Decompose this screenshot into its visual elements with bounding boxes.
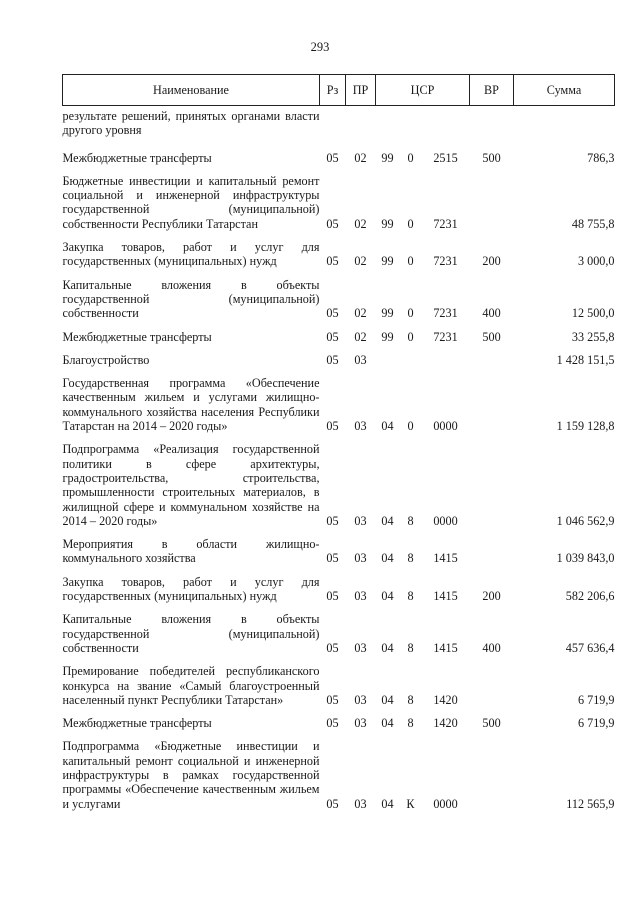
row-csr-program: 04	[381, 796, 394, 811]
row-rz: 05	[326, 551, 339, 566]
row-csr-direction: 7231	[433, 216, 458, 231]
row-vr	[470, 534, 514, 572]
row-csr-direction: 7231	[433, 306, 458, 321]
row-csr-subprogram: К	[406, 796, 415, 811]
row-csr-direction: 2515	[433, 150, 458, 165]
row-pr: 03	[354, 513, 367, 528]
row-pr: 02	[354, 306, 367, 321]
table-row	[63, 439, 615, 534]
header-sum: Сумма	[514, 75, 615, 106]
table-row	[63, 106, 615, 148]
row-csr-subprogram: 8	[407, 513, 414, 528]
row-vr: 500	[482, 150, 501, 165]
table-row	[63, 350, 615, 373]
row-pr: 03	[354, 589, 367, 604]
row-csr-direction: 0000	[433, 419, 458, 434]
row-name: Межбюджетные трансферты	[62, 150, 212, 165]
row-csr-program: 04	[381, 551, 394, 566]
row-pr: 03	[354, 640, 367, 655]
row-rz: 05	[326, 254, 339, 269]
row-pr: 03	[354, 419, 367, 434]
row-sum: 112 565,9	[566, 796, 615, 811]
row-csr-program: 04	[381, 716, 394, 731]
row-vr: 400	[482, 640, 501, 655]
table-row	[63, 609, 615, 661]
table-row	[63, 275, 615, 327]
row-vr	[470, 661, 514, 713]
row-name: Межбюджетные трансферты	[62, 329, 212, 344]
header-rz: Рз	[320, 75, 346, 106]
row-csr-direction	[422, 106, 470, 148]
header-vr: ВР	[470, 75, 514, 106]
row-sum: 786,3	[587, 150, 615, 165]
row-pr: 02	[354, 254, 367, 269]
row-csr-subprogram	[400, 350, 422, 373]
row-rz: 05	[326, 716, 339, 731]
row-rz: 05	[326, 419, 339, 434]
row-csr-program	[376, 350, 400, 373]
row-csr-subprogram: 0	[407, 150, 414, 165]
row-rz: 05	[326, 352, 339, 367]
row-csr-subprogram: 8	[407, 640, 414, 655]
row-csr-program: 04	[381, 692, 394, 707]
row-name: Благоустройство	[62, 352, 150, 367]
row-vr	[470, 350, 514, 373]
row-vr: 500	[482, 716, 501, 731]
row-vr: 200	[482, 589, 501, 604]
row-csr-program: 99	[381, 254, 394, 269]
row-vr: 500	[482, 329, 501, 344]
row-csr-program: 99	[381, 306, 394, 321]
table-row	[63, 148, 615, 171]
row-name: Подпрограмма «Бюджетные инвестиции и капитальный ремонт социальной и инженерной инфраструктуры в рамках государственной программы «Обеспечение качественным жильем и услугами	[62, 739, 320, 811]
table-row	[63, 327, 615, 350]
row-csr-direction: 0000	[433, 513, 458, 528]
row-sum: 3 000,0	[577, 254, 615, 269]
row-name: результате решений, принятых органами власти другого уровня	[62, 109, 320, 138]
row-rz: 05	[326, 513, 339, 528]
row-name: Межбюджетные трансферты	[62, 716, 212, 731]
row-name: Подпрограмма «Реализация государственной политики в сфере архитектуры, градостроительства, строительства, промышленности строительных материалов, в жилищной сфере и коммунальном хозяйстве на 2014 – 2020 годы»	[62, 442, 320, 528]
row-rz: 05	[326, 150, 339, 165]
row-sum: 33 255,8	[571, 329, 615, 344]
row-pr: 03	[354, 692, 367, 707]
row-pr: 02	[354, 329, 367, 344]
row-name: Бюджетные инвестиции и капитальный ремонт социальной и инженерной инфраструктуры государственной (муниципальной) собственности Республики Татарстан	[62, 173, 320, 231]
page-number: 293	[310, 40, 330, 54]
row-csr-direction: 0000	[433, 796, 458, 811]
row-csr-subprogram: 8	[407, 589, 414, 604]
row-sum: 6 719,9	[577, 716, 615, 731]
table-row	[63, 534, 615, 572]
table-row	[63, 661, 615, 713]
row-vr	[470, 736, 514, 816]
row-vr	[470, 106, 514, 148]
row-csr-subprogram: 0	[407, 216, 414, 231]
row-name: Капитальные вложения в объекты государственной (муниципальной) собственности	[62, 277, 320, 321]
row-pr: 03	[354, 716, 367, 731]
table-header-row	[63, 75, 615, 106]
row-csr-program: 99	[381, 216, 394, 231]
row-csr-subprogram: 0	[407, 329, 414, 344]
row-csr-subprogram: 0	[407, 254, 414, 269]
row-csr-subprogram: 8	[407, 692, 414, 707]
row-name: Мероприятия в области жилищно-коммунального хозяйства	[62, 537, 320, 566]
table-row	[63, 572, 615, 610]
row-vr: 200	[482, 254, 501, 269]
row-name: Премирование победителей республиканского конкурса на звание «Самый благоустроенный населенный пункт Республики Татарстан»	[62, 664, 320, 707]
row-vr	[470, 373, 514, 439]
row-sum: 1 428 151,5	[556, 352, 615, 367]
row-name: Закупка товаров, работ и услуг для государственных (муниципальных) нужд	[62, 574, 320, 604]
row-csr-subprogram: 0	[407, 306, 414, 321]
table-row	[63, 736, 615, 816]
row-rz: 05	[326, 306, 339, 321]
row-rz	[320, 106, 346, 148]
row-pr: 03	[354, 796, 367, 811]
header-csr: ЦСР	[376, 75, 470, 106]
row-rz: 05	[326, 796, 339, 811]
row-name: Капитальные вложения в объекты государственной (муниципальной) собственности	[62, 612, 320, 655]
row-csr-program: 04	[381, 419, 394, 434]
row-sum: 1 039 843,0	[556, 551, 615, 566]
row-rz: 05	[326, 692, 339, 707]
row-csr-subprogram	[400, 106, 422, 148]
row-sum: 1 159 128,8	[556, 419, 615, 434]
row-csr-direction: 1420	[433, 716, 458, 731]
row-pr: 03	[354, 352, 367, 367]
row-csr-subprogram: 8	[407, 716, 414, 731]
row-csr-direction: 7231	[433, 254, 458, 269]
row-sum: 12 500,0	[571, 306, 615, 321]
row-vr	[470, 439, 514, 534]
row-name: Государственная программа «Обеспечение качественным жильем и услугами жилищно-коммунального хозяйства населения Республики Татарстан на 2014 – 2020 годы»	[62, 376, 320, 434]
row-sum: 6 719,9	[577, 692, 615, 707]
table-row	[63, 373, 615, 439]
row-rz: 05	[326, 640, 339, 655]
row-csr-program: 99	[381, 150, 394, 165]
row-vr	[470, 171, 514, 237]
row-csr-direction: 1415	[433, 640, 458, 655]
row-csr-program	[376, 106, 400, 148]
row-csr-program: 04	[381, 640, 394, 655]
row-rz: 05	[326, 329, 339, 344]
header-name: Наименование	[63, 75, 320, 106]
header-pr: ПР	[346, 75, 376, 106]
row-sum	[514, 106, 615, 148]
row-rz: 05	[326, 216, 339, 231]
row-pr: 02	[354, 150, 367, 165]
row-csr-direction: 1420	[433, 692, 458, 707]
row-csr-direction: 1415	[433, 551, 458, 566]
table-row	[63, 171, 615, 237]
row-sum: 1 046 562,9	[556, 513, 615, 528]
row-csr-subprogram: 0	[407, 419, 414, 434]
row-name: Закупка товаров, работ и услуг для государственных (муниципальных) нужд	[62, 240, 320, 269]
row-csr-direction: 1415	[433, 589, 458, 604]
row-csr-direction	[422, 350, 470, 373]
row-pr: 02	[354, 216, 367, 231]
table-row	[63, 713, 615, 736]
row-vr: 400	[482, 306, 501, 321]
row-csr-subprogram: 8	[407, 551, 414, 566]
row-csr-program: 04	[381, 513, 394, 528]
row-csr-direction: 7231	[433, 329, 458, 344]
table-row	[63, 237, 615, 275]
row-rz: 05	[326, 589, 339, 604]
row-pr: 03	[354, 551, 367, 566]
row-csr-program: 04	[381, 589, 394, 604]
budget-table	[62, 74, 615, 817]
row-pr	[346, 106, 376, 148]
row-sum: 582 206,6	[565, 589, 615, 604]
row-sum: 457 636,4	[565, 640, 615, 655]
row-csr-program: 99	[381, 329, 394, 344]
row-sum: 48 755,8	[571, 216, 615, 231]
